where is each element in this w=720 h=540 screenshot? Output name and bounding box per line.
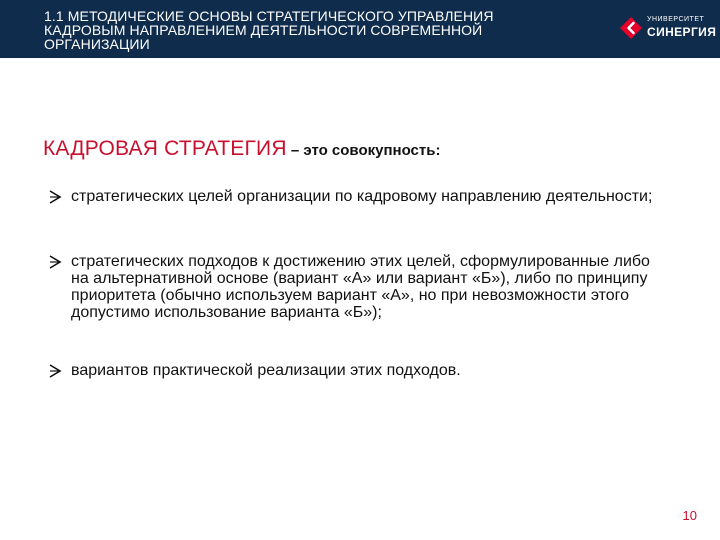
arrow-bullet-icon	[48, 254, 62, 270]
list-item-text: вариантов практической реализации этих подходов.	[71, 362, 461, 379]
slide-title: 1.1 МЕТОДИЧЕСКИЕ ОСНОВЫ СТРАТЕГИЧЕСКОГО УПРАВЛЕНИЯ КАДРОВЫМ НАПРАВЛЕНИЕМ ДЕЯТЕЛЬНОСТИ СОВРЕМЕННОЙ ОРГАНИЗАЦИИ	[44, 8, 494, 52]
term-label: КАДРОВАЯ СТРАТЕГИЯ	[43, 137, 287, 160]
university-logo	[619, 14, 717, 44]
logo-brand-text: СИНЕРГИЯ	[647, 25, 717, 39]
definition-heading	[43, 137, 440, 161]
definition-label: – это совокупность:	[286, 142, 441, 159]
synergy-logo-icon	[619, 16, 643, 40]
logo-top-text: УНИВЕРСИТЕТ	[647, 16, 705, 23]
page-number: 10	[682, 508, 697, 523]
arrow-bullet-icon	[48, 363, 62, 379]
list-item-text: стратегических подходов к достижению этих целей, сформулированные либо на альтернативной основе (вариант «А» или вариант «Б»), либо по принципу приоритета (обычно используем вариант «А», но при невозможности этого допустимо использование варианта «Б»);	[71, 253, 650, 321]
header-bar	[0, 0, 720, 58]
arrow-bullet-icon	[48, 189, 62, 205]
list-item-text: стратегических целей организации по кадровому направлению деятельности;	[71, 188, 653, 205]
